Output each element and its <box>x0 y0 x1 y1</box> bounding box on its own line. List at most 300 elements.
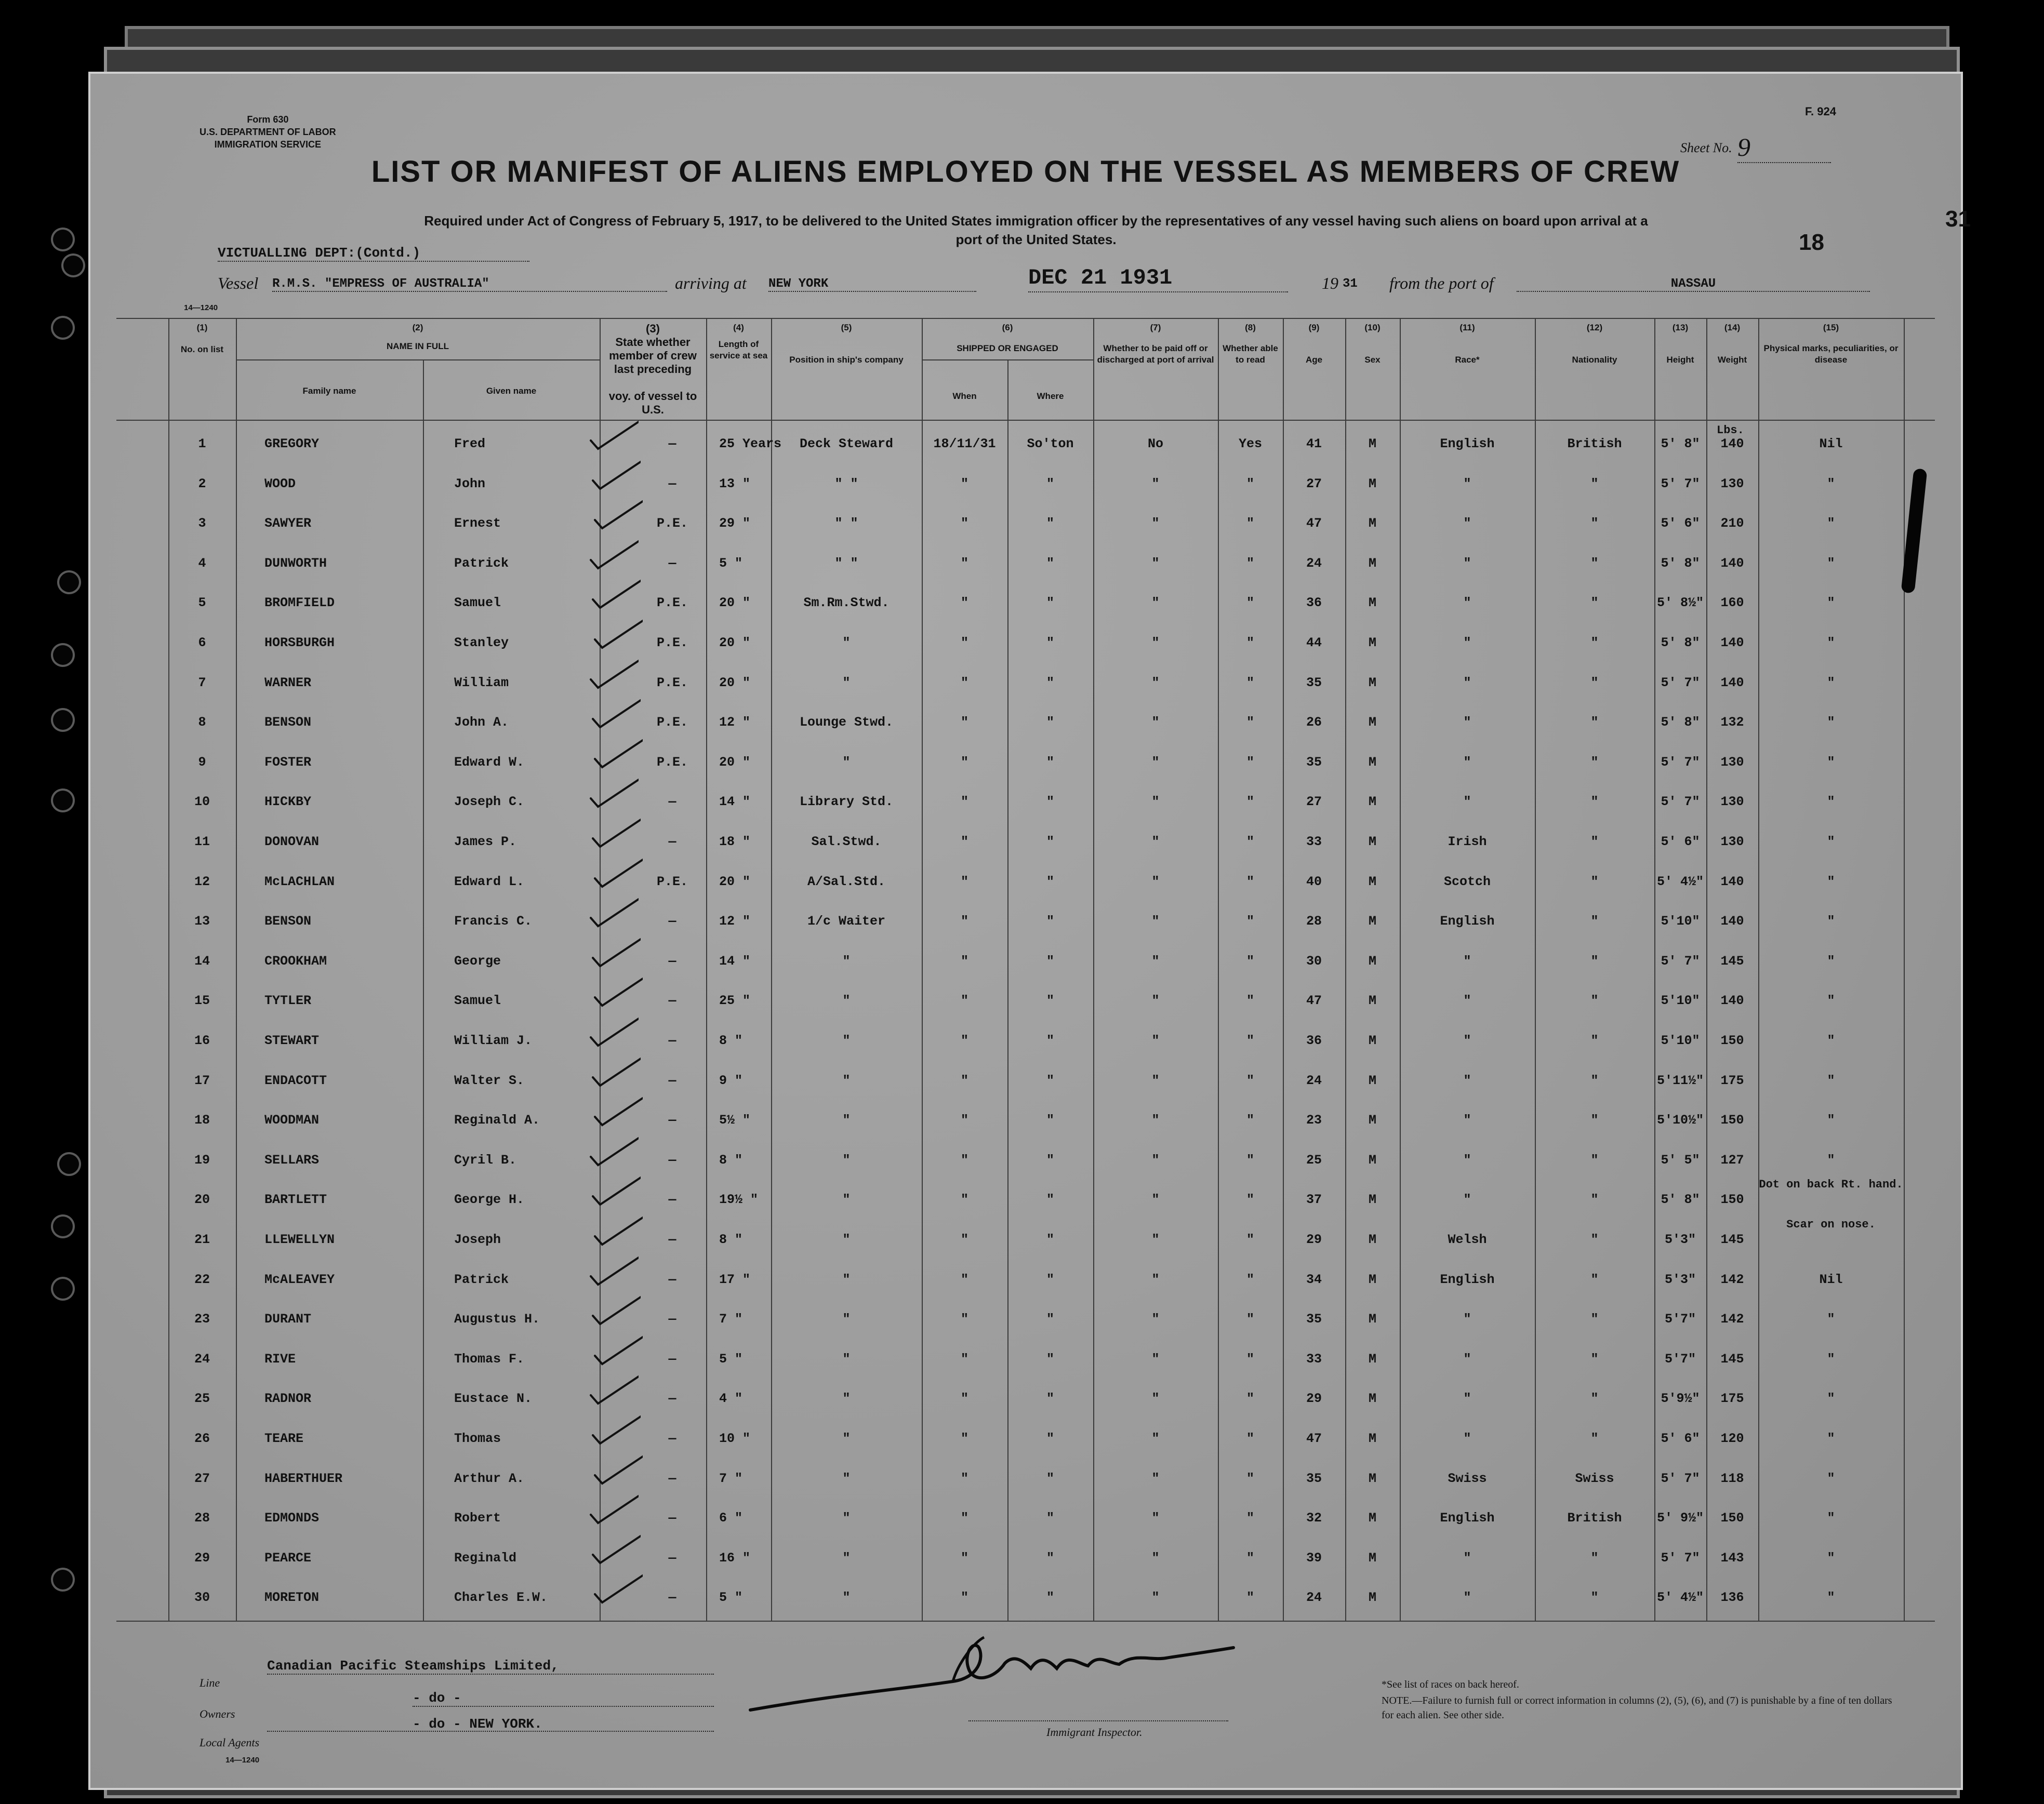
cell-height: 5' 7" <box>1661 476 1700 491</box>
cell-paid: " <box>1151 834 1160 849</box>
cell-no: 4 <box>198 555 206 571</box>
cell-service: 7 " <box>719 1471 743 1486</box>
cell-nat: " <box>1590 1113 1599 1128</box>
cell-where: " <box>1046 953 1054 969</box>
cell-race: English <box>1440 436 1495 451</box>
cell-weight: 143 <box>1720 1550 1744 1566</box>
cell-sex: M <box>1368 476 1376 491</box>
cell-given: William <box>454 675 509 690</box>
cell-given: Ernest <box>454 516 501 531</box>
cell-height: 5'7" <box>1664 1312 1696 1327</box>
cell-weight: 120 <box>1720 1431 1744 1446</box>
cell-read: " <box>1246 595 1254 611</box>
name-subheader-line <box>236 359 600 360</box>
col-label-3: State whether member of crew last preceding <box>609 336 697 376</box>
cell-where: " <box>1046 993 1054 1009</box>
cell-sex: M <box>1368 1431 1376 1446</box>
footer-line-label: Line <box>200 1676 220 1689</box>
cell-weight: 145 <box>1720 1351 1744 1367</box>
cell-prev: — <box>668 1232 676 1247</box>
cell-family: LLEWELLYN <box>264 1232 335 1247</box>
cell-service: 14 " <box>719 794 751 810</box>
check-mark-icon <box>589 1295 641 1326</box>
cell-sex: M <box>1368 1471 1376 1486</box>
check-mark-icon <box>587 778 639 809</box>
punch-hole <box>59 572 79 592</box>
cell-prev: — <box>668 914 676 929</box>
cell-family: DUNWORTH <box>264 555 327 571</box>
cell-marks: " <box>1827 794 1835 810</box>
cell-where: " <box>1046 874 1054 889</box>
cell-marks: " <box>1827 715 1835 730</box>
cell-race: " <box>1463 555 1471 571</box>
cell-family: McALEAVEY <box>264 1272 335 1287</box>
cell-given: John A. <box>454 715 509 730</box>
cell-marks: Scar on nose. <box>1786 1218 1876 1231</box>
cell-given: Augustus H. <box>454 1312 540 1327</box>
cell-given: Edward L. <box>454 874 525 889</box>
col-header-name <box>236 322 600 352</box>
cell-position: " <box>842 1033 851 1048</box>
cell-family: BARTLETT <box>264 1192 327 1208</box>
cell-where: " <box>1046 635 1054 650</box>
cell-marks: " <box>1827 1113 1835 1128</box>
cell-given: Reginald A. <box>454 1113 540 1128</box>
cell-when: " <box>960 1471 968 1486</box>
col-divider <box>236 318 237 1622</box>
cell-race: " <box>1463 715 1471 730</box>
col-header-family: Family name <box>302 386 356 396</box>
cell-read: " <box>1246 1232 1254 1247</box>
cell-no: 18 <box>194 1113 210 1128</box>
cell-service: 20 " <box>719 595 751 611</box>
cell-service: 20 " <box>719 874 751 889</box>
table-bottom-border <box>116 1621 1935 1622</box>
cell-weight: 150 <box>1720 1033 1744 1048</box>
col-label-4: Length of service at sea <box>709 339 768 360</box>
cell-age: 37 <box>1306 1192 1322 1208</box>
col-label-5: Position in ship's company <box>789 355 904 365</box>
cell-age: 35 <box>1306 675 1322 690</box>
cell-sex: M <box>1368 1192 1376 1208</box>
cell-marks: " <box>1827 834 1835 849</box>
cell-family: DURANT <box>264 1312 312 1327</box>
col-label-1: No. on list <box>180 344 224 354</box>
page-title: LIST OR MANIFEST OF ALIENS EMPLOYED ON THE VESSEL AS MEMBERS OF CREW <box>371 155 1680 189</box>
cell-read: " <box>1246 635 1254 650</box>
col-header-age <box>1283 322 1345 366</box>
cell-no: 10 <box>194 794 210 810</box>
cell-position: " <box>842 1550 851 1566</box>
cell-family: SAWYER <box>264 516 312 531</box>
cell-position: " " <box>834 516 858 531</box>
cell-given: James P. <box>454 834 517 849</box>
cell-where: " <box>1046 675 1054 690</box>
cell-nat: " <box>1590 1590 1599 1606</box>
cell-read: " <box>1246 874 1254 889</box>
col-number-9: (9) <box>1308 323 1320 332</box>
cell-position: " <box>842 1511 851 1526</box>
col-header-where: Where <box>1037 391 1064 401</box>
cell-position: " " <box>834 476 858 491</box>
cell-marks: " <box>1827 476 1835 491</box>
cell-nat: " <box>1590 914 1599 929</box>
cell-family: WOOD <box>264 476 296 491</box>
cell-sex: M <box>1368 953 1376 969</box>
cell-when: " <box>960 874 968 889</box>
cell-where: " <box>1046 1033 1054 1048</box>
cell-age: 25 <box>1306 1152 1322 1168</box>
check-mark-icon <box>587 1494 639 1525</box>
cell-paid: " <box>1151 1351 1160 1367</box>
cell-weight: 210 <box>1720 516 1744 531</box>
cell-height: 5' 5" <box>1661 1152 1700 1168</box>
cell-given: Walter S. <box>454 1073 525 1088</box>
cell-no: 26 <box>194 1431 210 1446</box>
cell-height: 5'3" <box>1664 1232 1696 1247</box>
cell-family: BENSON <box>264 914 312 929</box>
col-label-10: Sex <box>1364 355 1381 365</box>
cell-prev: — <box>668 1033 676 1048</box>
cell-nat: " <box>1590 635 1599 650</box>
col-label-9: Age <box>1305 355 1323 365</box>
cell-where: So'ton <box>1027 436 1074 451</box>
check-mark-icon <box>589 579 641 610</box>
sheet-label: Sheet No. <box>1680 140 1732 155</box>
cell-read: " <box>1246 1391 1254 1407</box>
cell-height: 5' 7" <box>1661 794 1700 810</box>
date-stamp: DEC 21 1931 <box>1028 265 1173 290</box>
cell-position: " <box>842 1113 851 1128</box>
cell-age: 27 <box>1306 476 1322 491</box>
cell-given: Thomas <box>454 1431 501 1446</box>
check-mark-icon <box>589 937 641 968</box>
cell-no: 28 <box>194 1511 210 1526</box>
cell-family: GREGORY <box>264 436 320 451</box>
cell-when: " <box>960 953 968 969</box>
cell-height: 5' 7" <box>1661 754 1700 770</box>
check-mark-icon <box>589 1534 641 1565</box>
cell-prev: — <box>668 1073 676 1088</box>
cell-service: 9 " <box>719 1073 743 1088</box>
cell-sex: M <box>1368 595 1376 611</box>
cell-when: " <box>960 1431 968 1446</box>
col-header-service <box>706 322 771 362</box>
cell-given: Francis C. <box>454 914 533 929</box>
cell-where: " <box>1046 834 1054 849</box>
cell-no: 9 <box>198 754 206 770</box>
cell-weight: 130 <box>1720 794 1744 810</box>
col-label-8: Whether able to read <box>1223 343 1278 365</box>
col-divider <box>168 318 169 1622</box>
cell-read: " <box>1246 1471 1254 1486</box>
cell-given: George <box>454 953 501 969</box>
cell-paid: " <box>1151 1272 1160 1287</box>
punch-hole <box>53 318 73 338</box>
subtitle-line-2: port of the United States. <box>955 232 1117 247</box>
cell-given: Joseph C. <box>454 794 525 810</box>
cell-read: " <box>1246 1113 1254 1128</box>
cell-sex: M <box>1368 1272 1376 1287</box>
cell-weight: 142 <box>1720 1272 1744 1287</box>
cell-when: " <box>960 555 968 571</box>
cell-race: " <box>1463 1351 1471 1367</box>
cell-paid: " <box>1151 1471 1160 1486</box>
cell-age: 33 <box>1306 834 1322 849</box>
col-divider <box>771 318 772 1622</box>
cell-family: HABERTHUER <box>264 1471 343 1486</box>
cell-marks: Nil <box>1819 436 1843 451</box>
cell-age: 24 <box>1306 1073 1322 1088</box>
cell-no: 8 <box>198 715 206 730</box>
cell-when: " <box>960 834 968 849</box>
cell-sex: M <box>1368 1312 1376 1327</box>
cell-when: " <box>960 1312 968 1327</box>
cell-when: " <box>960 476 968 491</box>
cell-nat: " <box>1590 516 1599 531</box>
cell-position: " <box>842 1232 851 1247</box>
check-mark-icon <box>589 1057 641 1088</box>
footer-owners-value: - do - <box>413 1690 714 1707</box>
cell-race: " <box>1463 953 1471 969</box>
cell-prev: P.E. <box>656 874 688 889</box>
cell-where: " <box>1046 1073 1054 1088</box>
cell-weight: 140 <box>1720 914 1744 929</box>
cell-paid: " <box>1151 1152 1160 1168</box>
col-divider <box>1400 318 1401 1622</box>
cell-given: George H. <box>454 1192 525 1208</box>
table-header-border <box>116 420 1935 421</box>
signature-line <box>968 1720 1228 1721</box>
cell-age: 35 <box>1306 754 1322 770</box>
cell-position: " <box>842 1152 851 1168</box>
cell-when: " <box>960 1033 968 1048</box>
cell-family: FOSTER <box>264 754 312 770</box>
cell-prev: — <box>668 1192 676 1208</box>
cell-height: 5' 4½" <box>1656 874 1704 889</box>
cell-given: Patrick <box>454 555 509 571</box>
col-number-12: (12) <box>1586 323 1603 332</box>
cell-prev: — <box>668 1391 676 1407</box>
cell-prev: P.E. <box>656 754 688 770</box>
cell-when: " <box>960 715 968 730</box>
cell-age: 29 <box>1306 1391 1322 1407</box>
cell-weight: 136 <box>1720 1590 1744 1606</box>
form-small-code: 14—1240 <box>184 303 218 312</box>
check-mark-icon <box>591 738 643 769</box>
cell-where: " <box>1046 1312 1054 1327</box>
cell-height: 5'10" <box>1661 993 1700 1009</box>
cell-given: Cyril B. <box>454 1152 517 1168</box>
cell-nat: " <box>1590 1232 1599 1247</box>
col-header-when: When <box>952 391 977 401</box>
col-label-15: Physical marks, peculiarities, or disease <box>1763 343 1899 365</box>
cell-no: 16 <box>194 1033 210 1048</box>
cell-where: " <box>1046 914 1054 929</box>
cell-position: 1/c Waiter <box>807 914 886 929</box>
cell-marks: " <box>1827 555 1835 571</box>
cell-weight: 142 <box>1720 1312 1744 1327</box>
cell-service: 12 " <box>719 914 751 929</box>
col-divider <box>706 318 707 1622</box>
cell-when: " <box>960 1073 968 1088</box>
cell-height: 5'3" <box>1664 1272 1696 1287</box>
cell-read: " <box>1246 476 1254 491</box>
cell-paid: " <box>1151 914 1160 929</box>
col-header-height <box>1654 322 1706 366</box>
form-id-block <box>200 113 336 151</box>
cell-where: " <box>1046 715 1054 730</box>
cell-no: 27 <box>194 1471 210 1486</box>
check-mark-icon <box>589 1414 641 1446</box>
cell-race: " <box>1463 1391 1471 1407</box>
cell-read: " <box>1246 1192 1254 1208</box>
cell-paid: " <box>1151 953 1160 969</box>
cell-marks: " <box>1827 1550 1835 1566</box>
cell-age: 23 <box>1306 1113 1322 1128</box>
check-mark-icon <box>591 858 643 889</box>
cell-where: " <box>1046 1232 1054 1247</box>
cell-weight: 140 <box>1720 675 1744 690</box>
col-header-marks <box>1758 322 1904 366</box>
cell-nat: " <box>1590 1351 1599 1367</box>
cell-paid: " <box>1151 1073 1160 1088</box>
cell-nat: " <box>1590 874 1599 889</box>
arriving-port: NEW YORK <box>768 277 976 292</box>
cell-race: " <box>1463 1431 1471 1446</box>
cell-when: " <box>960 1232 968 1247</box>
cell-family: BROMFIELD <box>264 595 335 611</box>
cell-read: " <box>1246 754 1254 770</box>
cell-position: Sal.Stwd. <box>811 834 882 849</box>
cell-race: " <box>1463 1312 1471 1327</box>
cell-weight: 160 <box>1720 595 1744 611</box>
cell-sex: M <box>1368 794 1376 810</box>
footer-agents-value: - do - NEW YORK. <box>413 1716 542 1732</box>
cell-age: 47 <box>1306 993 1322 1009</box>
col-header-paid-off <box>1093 322 1218 366</box>
cell-nat: British <box>1567 1511 1622 1526</box>
cell-when: " <box>960 1113 968 1128</box>
cell-read: " <box>1246 1431 1254 1446</box>
cell-position: Sm.Rm.Stwd. <box>803 595 890 611</box>
cell-height: 5'7" <box>1664 1351 1696 1367</box>
cell-read: " <box>1246 1590 1254 1606</box>
cell-height: 5'9½" <box>1661 1391 1700 1407</box>
cell-marks: " <box>1827 595 1835 611</box>
cell-paid: " <box>1151 1113 1160 1128</box>
cell-given: Stanley <box>454 635 509 650</box>
cell-marks: " <box>1827 1590 1835 1606</box>
cell-where: " <box>1046 1550 1054 1566</box>
cell-read: " <box>1246 1511 1254 1526</box>
punch-hole <box>59 1154 79 1174</box>
cell-no: 13 <box>194 914 210 929</box>
cell-sex: M <box>1368 1073 1376 1088</box>
cell-paid: " <box>1151 675 1160 690</box>
cell-race: " <box>1463 595 1471 611</box>
cell-prev: P.E. <box>656 675 688 690</box>
col-header-sex <box>1345 322 1400 366</box>
cell-position: Library Std. <box>799 794 894 810</box>
cell-paid: " <box>1151 993 1160 1009</box>
cell-marks: Nil <box>1819 1272 1843 1287</box>
col-header-read <box>1218 322 1283 366</box>
cell-paid: " <box>1151 595 1160 611</box>
cell-age: 35 <box>1306 1471 1322 1486</box>
cell-race: " <box>1463 516 1471 531</box>
cell-sex: M <box>1368 436 1376 451</box>
cell-prev: — <box>668 1550 676 1566</box>
col-divider <box>1904 318 1905 1622</box>
cell-sex: M <box>1368 1391 1376 1407</box>
cell-no: 7 <box>198 675 206 690</box>
cell-position: " <box>842 754 851 770</box>
cell-when: " <box>960 1272 968 1287</box>
cell-read: " <box>1246 1351 1254 1367</box>
col-label-3b: voy. of vessel to U.S. <box>608 390 697 416</box>
cell-sex: M <box>1368 1590 1376 1606</box>
cell-given: Charles E.W. <box>454 1590 548 1606</box>
cell-read: " <box>1246 555 1254 571</box>
punch-hole <box>53 710 73 730</box>
cell-prev: — <box>668 1590 676 1606</box>
col-divider <box>1706 318 1707 1622</box>
punch-hole <box>53 1570 73 1589</box>
cell-no: 21 <box>194 1232 210 1247</box>
cell-weight: 150 <box>1720 1192 1744 1208</box>
cell-sex: M <box>1368 555 1376 571</box>
cell-marks: " <box>1827 1431 1835 1446</box>
cell-weight: 150 <box>1720 1511 1744 1526</box>
col-number-11: (11) <box>1459 323 1475 332</box>
cell-position: " <box>842 1590 851 1606</box>
cell-weight: 145 <box>1720 1232 1744 1247</box>
cell-no: 17 <box>194 1073 210 1088</box>
cell-paid: " <box>1151 1232 1160 1247</box>
cell-position: " <box>842 1471 851 1486</box>
cell-nat: " <box>1590 1550 1599 1566</box>
cell-no: 1 <box>198 436 206 451</box>
cell-sex: M <box>1368 635 1376 650</box>
cell-service: 16 " <box>719 1550 751 1566</box>
cell-marks: " <box>1827 1033 1835 1048</box>
cell-age: 33 <box>1306 1351 1322 1367</box>
cell-race: English <box>1440 914 1495 929</box>
cell-when: 18/11/31 <box>933 436 996 451</box>
cell-nat: " <box>1590 1312 1599 1327</box>
footer-form-code: 14—1240 <box>225 1756 260 1765</box>
cell-position: " <box>842 1391 851 1407</box>
check-mark-icon <box>587 1374 639 1406</box>
cell-nat: " <box>1590 953 1599 969</box>
check-mark-icon <box>589 460 641 491</box>
cell-race: English <box>1440 1272 1495 1287</box>
col-label-2: NAME IN FULL <box>387 341 449 351</box>
cell-family: ENDACOTT <box>264 1073 327 1088</box>
cell-weight: 150 <box>1720 1113 1744 1128</box>
cell-where: " <box>1046 1351 1054 1367</box>
cell-race: " <box>1463 1590 1471 1606</box>
cell-sex: M <box>1368 1113 1376 1128</box>
cell-family: DONOVAN <box>264 834 320 849</box>
cell-prev: — <box>668 1511 676 1526</box>
cell-prev: — <box>668 476 676 491</box>
cell-given: Thomas F. <box>454 1351 525 1367</box>
cell-position: Deck Steward <box>799 436 894 451</box>
col-divider <box>423 359 424 1622</box>
cell-height: 5' 8" <box>1661 555 1700 571</box>
